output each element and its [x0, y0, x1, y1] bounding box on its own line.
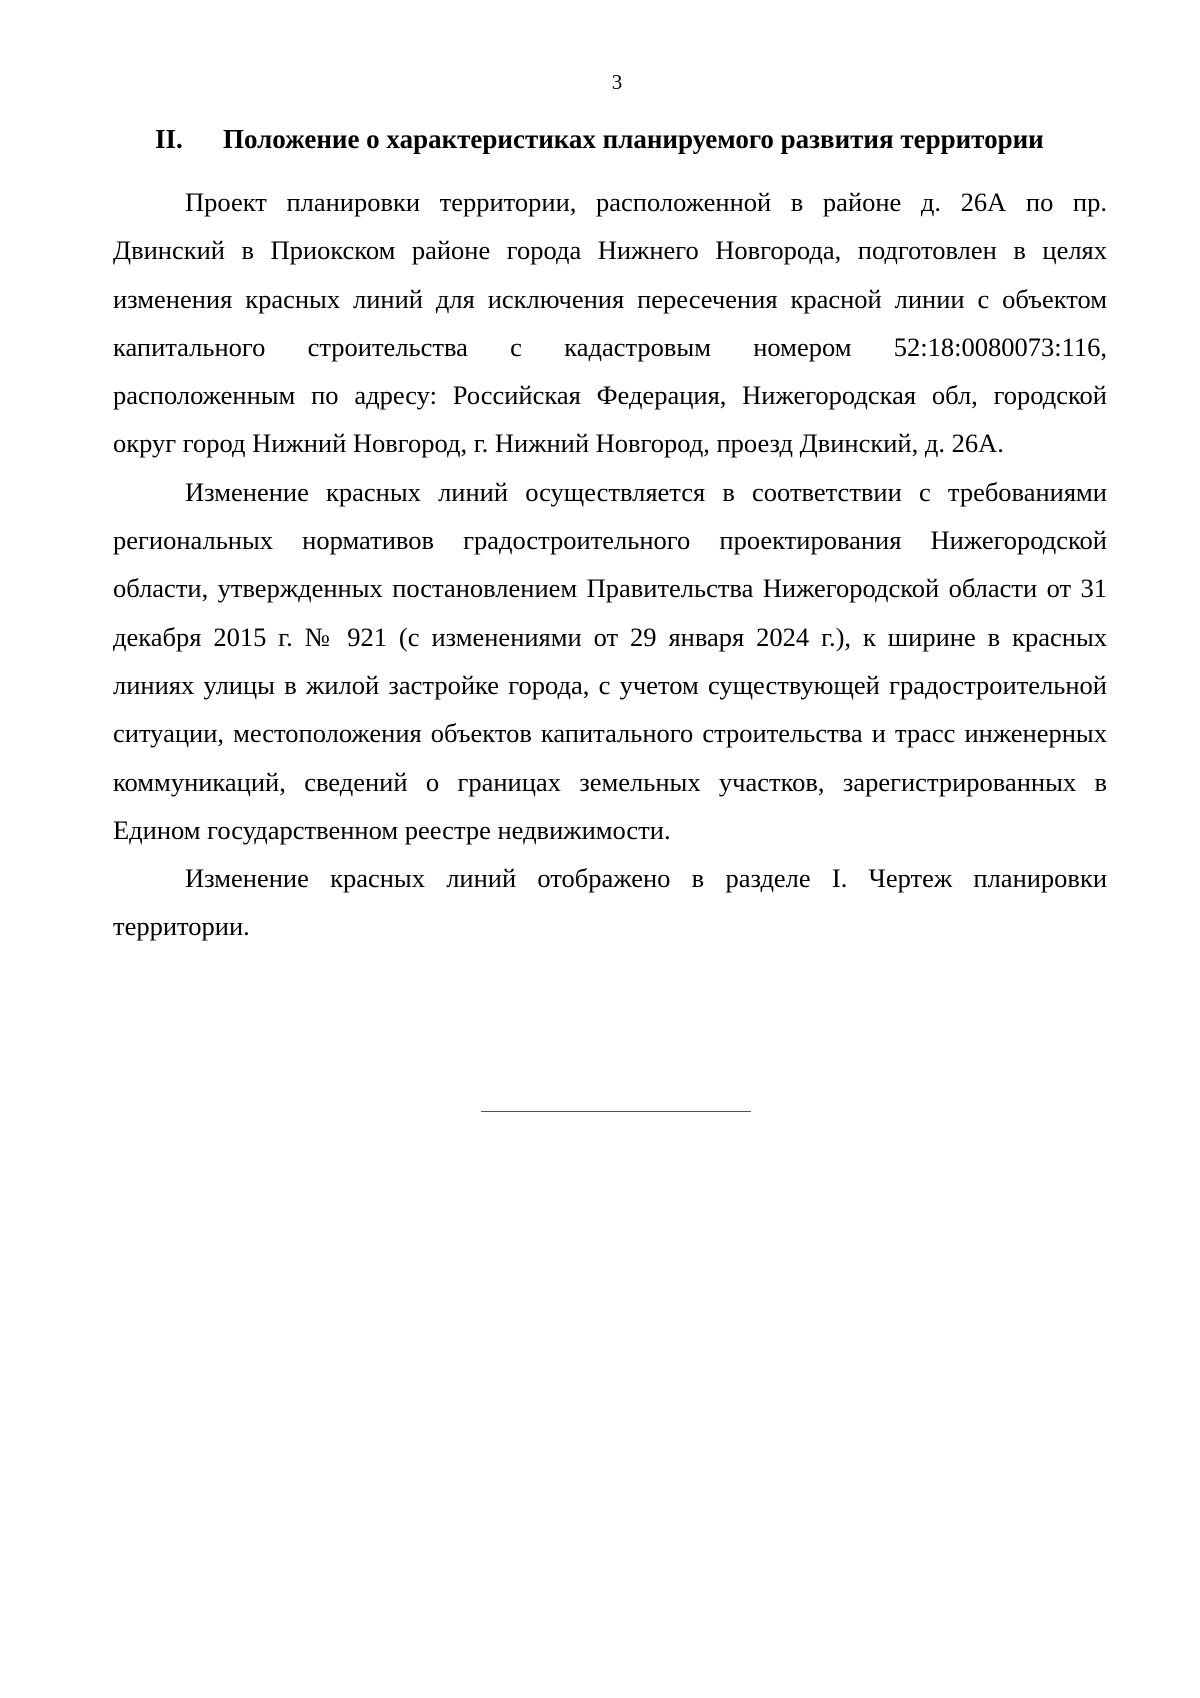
section-number: II.: [155, 124, 183, 154]
section-heading: [155, 124, 1155, 155]
paragraph-project-purpose: Проект планировки территории, расположенной в районе д. 26А по пр. Двинский в Приокском районе города Нижнего Новгорода, подготовлен в целях изменения красных линий для исключения пересечения красной линии с объектом капитального строительства с кадастровым номером 52:18:0080073:116, расположенным по адресу: Российская Федерация, Нижегородская обл, городской округ город Нижний Новгород, г. Нижний Новгород, проезд Двинский, д. 26А.: [113, 187, 1107, 459]
section-title: Положение о характеристиках планируемого развития территории: [223, 124, 1044, 154]
page-number: 3: [611, 70, 623, 94]
body-text: [113, 178, 1107, 951]
paragraph-drawing-reference: Изменение красных линий отображено в разделе I. Чертеж планировки территории.: [113, 863, 1107, 942]
end-separator-line: [481, 1111, 751, 1112]
paragraph-regulations: Изменение красных линий осуществляется в соответствии с требованиями региональных нормативов градостроительного проектирования Нижегородской области, утвержденных постановлением Правительства Нижегородской области от 31 декабря 2015 г. № 921 (с изменениями от 29 января 2024 г.), к ширине в красных линиях улицы в жилой застройке города, с учетом существующей градостроительной ситуации, местоположения объектов капитального строительства и трасс инженерных коммуникаций, сведений о границах земельных участков, зарегистрированных в Едином государственном реестре недвижимости.: [113, 476, 1107, 845]
